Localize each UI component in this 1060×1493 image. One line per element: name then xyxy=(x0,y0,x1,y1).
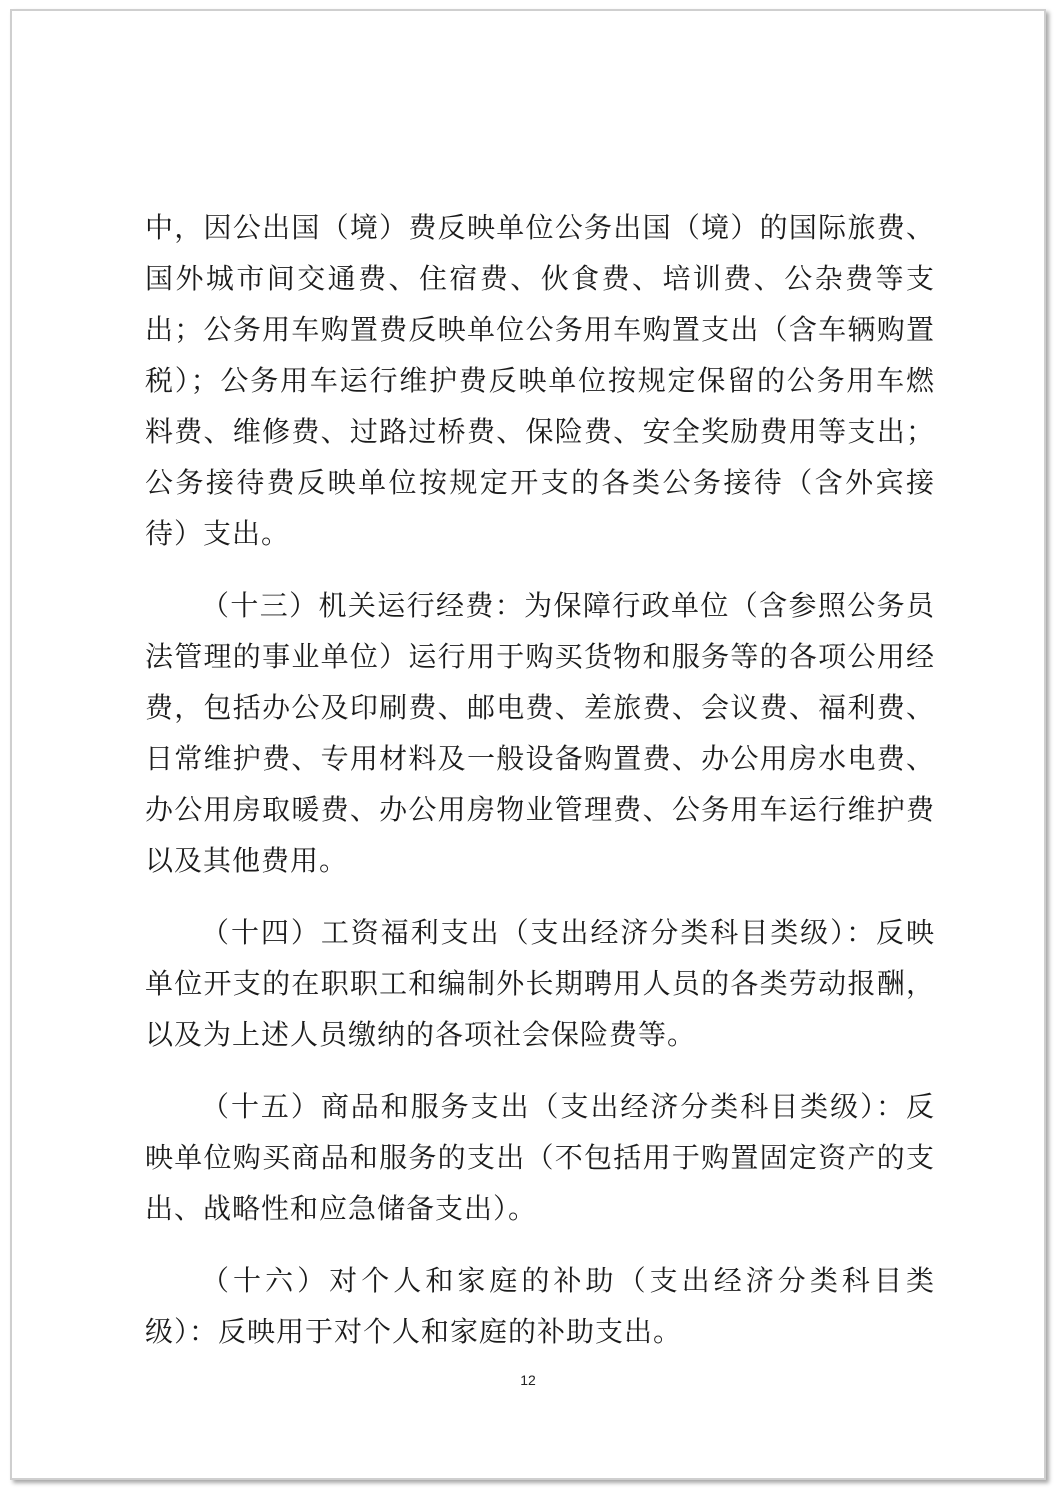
paragraph-13-office-operating-funds: （十三）机关运行经费：为保障行政单位（含参照公务员法管理的事业单位）运行用于购买货物和服务等的各项公用经费，包括办公及印刷费、邮电费、差旅费、会议费、福利费、日常维护费、专用材料及一般设备购置费、办公用房水电费、办公用房取暖费、办公用房物业管理费、公务用车运行维护费以及其他费用。 xyxy=(145,589,935,877)
page-number: 12 xyxy=(520,1372,536,1388)
document-page xyxy=(10,9,1046,1480)
paragraph-16-household-subsidies: （十六）对个人和家庭的补助（支出经济分类科目类级）：反映用于对个人和家庭的补助支出。 xyxy=(145,1264,935,1348)
page-body xyxy=(145,202,935,1378)
paragraph-continued-expenses: 中，因公出国（境）费反映单位公务出国（境）的国际旅费、国外城市间交通费、住宿费、伙食费、培训费、公杂费等支出；公务用车购置费反映单位公务用车购置支出（含车辆购置税）；公务用车运行维护费反映单位按规定保留的公务用车燃料费、维修费、过路过桥费、保险费、安全奖励费用等支出；公务接待费反映单位按规定开支的各类公务接待（含外宾接待）支出。 xyxy=(145,211,935,550)
paragraph-14-wages-welfare: （十四）工资福利支出（支出经济分类科目类级）：反映单位开支的在职职工和编制外长期聘用人员的各类劳动报酬，以及为上述人员缴纳的各项社会保险费等。 xyxy=(145,916,935,1051)
paragraph-15-goods-services: （十五）商品和服务支出（支出经济分类科目类级）：反映单位购买商品和服务的支出（不包括用于购置固定资产的支出、战略性和应急储备支出）。 xyxy=(145,1090,935,1225)
